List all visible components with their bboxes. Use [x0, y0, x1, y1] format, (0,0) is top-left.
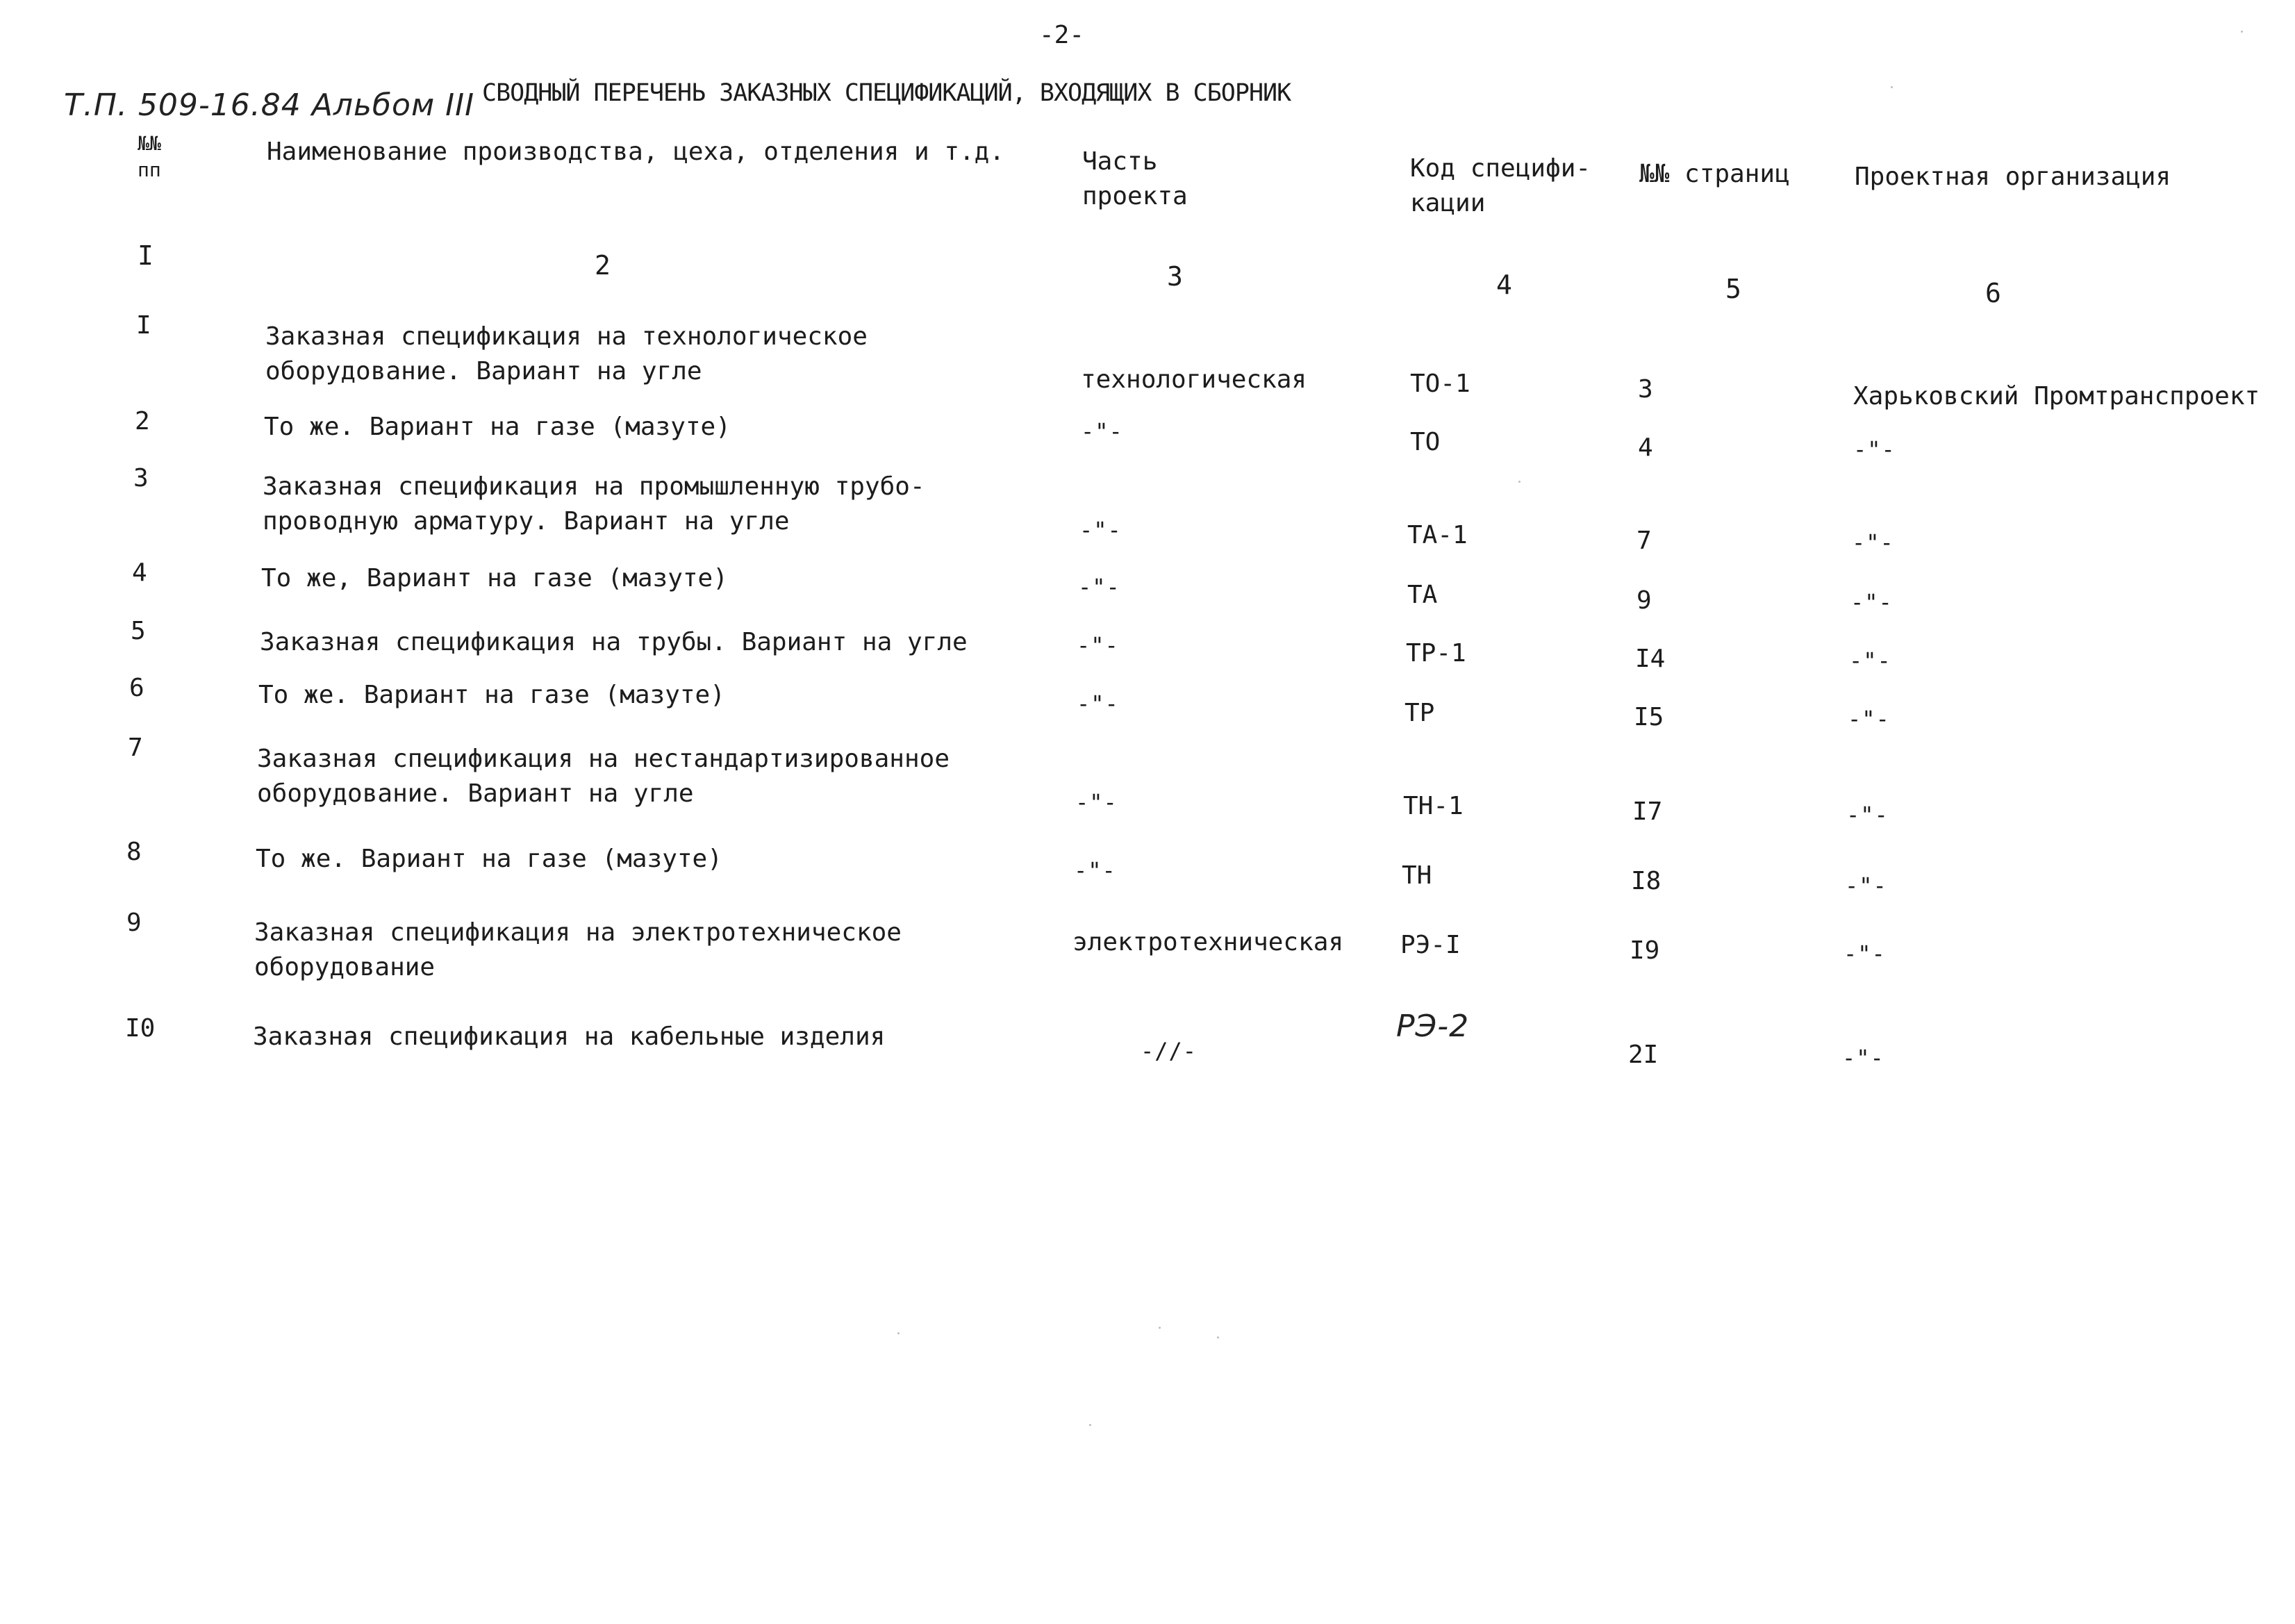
- column-header-number: №№ пп: [138, 132, 161, 181]
- row-10-organization: -"-: [1842, 1045, 1884, 1071]
- row-10-name: Заказная спецификация на кабельные изделия: [253, 1022, 886, 1051]
- row-8-code: ТН: [1402, 861, 1432, 890]
- row-10-code: РЭ-2: [1396, 1009, 1470, 1044]
- row-3-part: -"-: [1079, 517, 1122, 543]
- scan-speck: [1518, 481, 1521, 483]
- row-1-part: технологическая: [1081, 365, 1307, 394]
- row-5-code: ТР-1: [1406, 639, 1466, 668]
- column-header-code: Код специфи- кации: [1410, 154, 1591, 217]
- column-header-name: Наименование производства, цеха, отделения и т.д.: [267, 138, 1005, 166]
- row-10-page: 2I: [1628, 1041, 1659, 1069]
- column-header-pages: №№ страниц: [1639, 160, 1790, 188]
- column-number-4: 4: [1496, 270, 1512, 300]
- row-9-part: электротехническая: [1072, 928, 1344, 956]
- row-6-code: ТР: [1405, 699, 1435, 727]
- row-1-number: I: [136, 311, 151, 340]
- scan-speck: [897, 1332, 900, 1334]
- row-4-code: ТА: [1407, 581, 1438, 609]
- row-6-organization: -"-: [1848, 706, 1890, 732]
- row-7-part: -"-: [1075, 789, 1118, 815]
- row-7-organization: -"-: [1846, 802, 1889, 828]
- column-number-6: 6: [1985, 278, 2001, 308]
- row-4-number: 4: [132, 558, 147, 587]
- row-8-name: То же. Вариант на газе (мазуте): [256, 845, 722, 873]
- row-5-organization: -"-: [1849, 647, 1891, 674]
- row-6-page: I5: [1634, 703, 1664, 731]
- row-9-organization: -"-: [1844, 941, 1886, 967]
- row-2-name: То же. Вариант на газе (мазуте): [264, 413, 731, 441]
- row-3-page: 7: [1637, 527, 1652, 555]
- document-code: Т.П. 509-16.84 Альбом III: [64, 88, 475, 123]
- row-8-page: I8: [1631, 867, 1662, 895]
- row-2-organization: -"-: [1853, 436, 1896, 463]
- row-5-part: -"-: [1077, 632, 1119, 658]
- scan-speck: [1089, 1424, 1091, 1426]
- row-2-part: -"-: [1081, 418, 1123, 445]
- row-6-number: 6: [129, 674, 144, 702]
- page-number: -2-: [1039, 21, 1085, 49]
- scan-speck: [1891, 86, 1893, 88]
- row-3-organization: -"-: [1852, 529, 1894, 556]
- row-1-name: Заказная спецификация на технологическое оборудование. Вариант на угле: [265, 322, 868, 386]
- row-4-name: То же, Вариант на газе (мазуте): [261, 564, 728, 593]
- row-1-page: 3: [1638, 375, 1653, 404]
- row-2-number: 2: [135, 407, 150, 436]
- row-5-name: Заказная спецификация на трубы. Вариант на угле: [260, 628, 968, 656]
- scan-speck: [1159, 1327, 1161, 1329]
- row-3-code: ТА-1: [1407, 521, 1468, 549]
- row-9-number: 9: [126, 909, 142, 937]
- document-title: СВОДНЫЙ ПЕРЕЧЕНЬ ЗАКАЗНЫХ СПЕЦИФИКАЦИЙ, ВХОДЯЩИХ В СБОРНИК: [482, 79, 1291, 107]
- row-5-page: I4: [1635, 645, 1666, 673]
- row-7-page: I7: [1632, 797, 1663, 826]
- row-3-name: Заказная спецификация на промышленную трубо- проводную арматуру. Вариант на угле: [263, 472, 925, 536]
- row-8-part: -"-: [1074, 857, 1116, 884]
- scan-speck: [2241, 31, 2243, 33]
- row-6-part: -"-: [1077, 690, 1119, 717]
- row-1-organization: Харьковский Промтранспроект: [1853, 382, 2260, 411]
- row-4-part: -"-: [1078, 574, 1120, 600]
- row-4-organization: -"-: [1850, 589, 1893, 615]
- column-number-1: I: [138, 240, 154, 271]
- row-9-page: I9: [1630, 936, 1660, 965]
- row-7-code: ТН-1: [1403, 792, 1464, 820]
- row-7-name: Заказная спецификация на нестандартизированное оборудование. Вариант на угле: [257, 745, 950, 808]
- row-2-code: ТО: [1410, 428, 1441, 456]
- row-7-number: 7: [128, 734, 143, 762]
- column-number-2: 2: [595, 250, 611, 281]
- row-3-number: 3: [133, 464, 149, 492]
- row-10-number: I0: [125, 1014, 156, 1043]
- row-5-number: 5: [131, 617, 146, 645]
- column-number-3: 3: [1167, 261, 1183, 292]
- row-4-page: 9: [1637, 586, 1652, 615]
- row-10-part: -//-: [1141, 1038, 1198, 1064]
- row-6-name: То же. Вариант на газе (мазуте): [258, 681, 725, 709]
- column-number-5: 5: [1725, 274, 1741, 304]
- row-8-organization: -"-: [1845, 872, 1887, 899]
- row-9-code: РЭ-I: [1400, 931, 1461, 959]
- row-1-code: ТО-1: [1410, 370, 1470, 398]
- row-8-number: 8: [126, 838, 142, 866]
- scan-speck: [1217, 1336, 1219, 1339]
- row-9-name: Заказная спецификация на электротехническое оборудование: [254, 918, 902, 981]
- row-2-page: 4: [1638, 433, 1653, 462]
- column-header-part: Часть проекта: [1082, 147, 1188, 210]
- column-header-organization: Проектная организация: [1855, 163, 2171, 191]
